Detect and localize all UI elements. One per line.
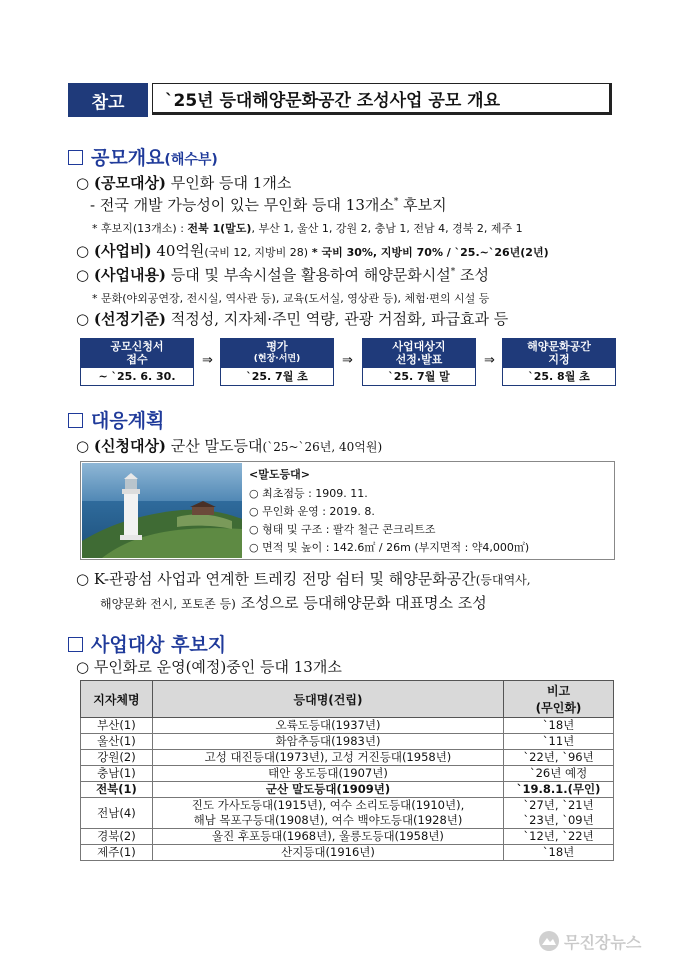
cell-note: `18년 — [504, 718, 614, 734]
process-stage-selection — [362, 338, 476, 386]
col-header-note — [504, 681, 614, 718]
item-text: 등대 및 부속시설을 활용하여 해양문화시설 — [166, 266, 451, 284]
cell-lighthouse: 오륙도등대(1937년) — [152, 718, 503, 734]
lighthouse-photo — [82, 463, 242, 558]
item-text: 무인화 등대 1개소 — [166, 174, 292, 192]
square-bullet-icon — [68, 637, 83, 652]
table-row-highlight — [81, 782, 614, 798]
circle-bullet: ○ — [76, 266, 90, 284]
section-heading-plan — [68, 406, 164, 433]
stage-header — [220, 338, 334, 368]
note-prefix: * 후보지(13개소) : — [92, 222, 188, 235]
item-text: 40억원 — [151, 242, 205, 260]
arrow-right-icon: ⇒ — [202, 353, 213, 368]
stage-title: 평가 — [266, 340, 288, 353]
cell-lighthouse-line: 해남 목포구등대(1908년), 여수 백야도등대(1928년) — [193, 813, 463, 827]
arrow-right-icon: ⇒ — [342, 353, 353, 368]
cell-note-line: `23년, `09년 — [523, 813, 594, 827]
item-label: (선정기준) — [93, 310, 167, 328]
cell-lighthouse: 산지등대(1916년) — [152, 845, 503, 861]
table-row — [81, 718, 614, 734]
process-stage-application — [80, 338, 194, 386]
cell-region: 전북(1) — [81, 782, 153, 798]
info-line-unmanned: ○ 무인화 운영 : 2019. 8. — [249, 505, 375, 518]
circle-bullet: ○ — [76, 437, 90, 455]
col-header-lighthouse: 등대명(건립) — [152, 681, 503, 718]
table-row — [81, 798, 614, 829]
item-target — [76, 172, 291, 193]
info-line-first-lit: ○ 최초점등 : 1909. 11. — [249, 487, 368, 500]
stage-date: ~ `25. 6. 30. — [80, 368, 194, 386]
info-line-structure: ○ 형태 및 구조 : 팔각 철근 콘크리트조 — [249, 523, 436, 536]
footnote-mark: * — [393, 197, 399, 207]
stage-sub: 접수 — [126, 353, 148, 366]
reference-tag: 참고 — [68, 83, 148, 117]
cell-region: 충남(1) — [81, 766, 153, 782]
stage-date: `25. 7월 말 — [362, 368, 476, 386]
cell-lighthouse: 화암추등대(1983년) — [152, 734, 503, 750]
item-paren: (국비 12, 지방비 28) — [204, 246, 309, 259]
stage-date: `25. 7월 초 — [220, 368, 334, 386]
cell-note: `26년 예정 — [504, 766, 614, 782]
plan-paren: 해양문화 전시, 포토존 등) — [100, 597, 236, 611]
item-budget — [76, 240, 549, 261]
section-heading-text: 대응계획 — [91, 410, 165, 432]
item-plan-line2 — [100, 592, 487, 613]
stage-date: `25. 8월 초 — [502, 368, 616, 386]
table-row — [81, 845, 614, 861]
item-label: (사업비) — [93, 242, 152, 260]
circle-bullet: ○ — [76, 658, 90, 676]
col-header-note-line1: 비고 — [546, 684, 571, 698]
square-bullet-icon — [68, 413, 83, 428]
item-paren: (`25~`26년, 40억원) — [262, 440, 383, 454]
cell-lighthouse: 울진 후포등대(1968년), 울릉도등대(1958년) — [152, 829, 503, 845]
section-heading-suffix: (해수부) — [164, 152, 218, 168]
candidate-table — [80, 680, 614, 861]
cell-region: 강원(2) — [81, 750, 153, 766]
process-stage-evaluation — [220, 338, 334, 386]
note-facilities: * 문화(야외공연장, 전시실, 역사관 등), 교육(도서실, 영상관 등), 체험·편의 시설 등 — [92, 292, 490, 305]
plan-text: 조성으로 등대해양문화 대표명소 조성 — [235, 594, 487, 612]
circle-bullet: ○ — [76, 310, 90, 328]
item-label: (사업내용) — [93, 266, 167, 284]
cell-lighthouse: 고성 대진등대(1973년), 고성 거진등대(1958년) — [152, 750, 503, 766]
note-bold: 전북 1(말도) — [187, 222, 252, 235]
cell-region: 제주(1) — [81, 845, 153, 861]
watermark-logo-icon — [538, 930, 560, 952]
cell-region: 전남(4) — [81, 798, 153, 829]
stage-title: 공모신청서 — [110, 340, 164, 353]
stage-title: 사업대상지 — [392, 340, 446, 353]
item-candidates-intro — [76, 656, 342, 677]
item-label: (공모대상) — [93, 174, 167, 192]
circle-bullet: ○ — [76, 174, 90, 192]
item-criteria — [76, 308, 508, 329]
cell-lighthouse: 군산 말도등대(1909년) — [152, 782, 503, 798]
cell-note: `11년 — [504, 734, 614, 750]
stage-title: 해양문화공간 — [527, 340, 591, 353]
cell-note: `18년 — [504, 845, 614, 861]
item-target-sub — [90, 194, 447, 215]
stage-sub: 지정 — [548, 353, 570, 366]
item-text: 군산 말도등대 — [166, 437, 263, 455]
col-header-region: 지자체명 — [81, 681, 153, 718]
stage-header — [502, 338, 616, 368]
note-candidates — [92, 220, 523, 236]
plan-paren: (등대역사, — [475, 573, 531, 587]
arrow-right-icon: ⇒ — [484, 353, 495, 368]
process-stage-designation — [502, 338, 616, 386]
item-label: (신청대상) — [93, 437, 167, 455]
footnote-mark: * — [450, 267, 456, 277]
section-heading-text: 사업대상 후보지 — [91, 634, 227, 656]
stage-sub: (현장·서면) — [253, 354, 301, 364]
item-apply-target — [76, 435, 382, 456]
section-heading-candidates — [68, 630, 226, 657]
info-title: <말도등대> — [249, 468, 310, 481]
item-sub-tail: 후보지 — [398, 196, 447, 214]
plan-text: K-관광섬 사업과 연계한 트레킹 전망 쉼터 및 해양문화공간 — [93, 570, 476, 588]
table-row — [81, 766, 614, 782]
col-header-note-line2: (무인화) — [535, 701, 582, 715]
section-heading-text: 공모개요 — [91, 147, 165, 169]
cell-note: `12년, `22년 — [504, 829, 614, 845]
intro-text: 무인화로 운영(예정)중인 등대 13개소 — [93, 658, 342, 676]
stage-header — [362, 338, 476, 368]
cell-region: 울산(1) — [81, 734, 153, 750]
stage-sub: 선정·발표 — [395, 353, 443, 366]
cell-note: `19.8.1.(무인) — [504, 782, 614, 798]
cell-note — [504, 798, 614, 829]
item-text: 적정성, 지자체·주민 역량, 관광 거점화, 파급효과 등 — [166, 310, 509, 328]
watermark-text: 무진장뉴스 — [564, 932, 642, 952]
page-title: `25년 등대해양문화공간 조성사업 공모 개요 — [152, 83, 612, 115]
cell-lighthouse — [152, 798, 503, 829]
cell-note-line: `27년, `21년 — [523, 798, 594, 812]
square-bullet-icon — [68, 150, 83, 165]
cell-region: 부산(1) — [81, 718, 153, 734]
stage-header — [80, 338, 194, 368]
item-sub-text: - 전국 개발 가능성이 있는 무인화 등대 13개소 — [90, 196, 394, 214]
item-plan-line1 — [76, 568, 531, 589]
table-row — [81, 734, 614, 750]
note-suffix: , 부산 1, 울산 1, 강원 2, 충남 1, 전남 4, 경북 2, 제주 1 — [251, 222, 523, 235]
cell-lighthouse-line: 진도 가사도등대(1915년), 여수 소리도등대(1910년), — [191, 798, 465, 812]
budget-note: * 국비 30%, 지방비 70% / `25.~`26년(2년) — [308, 246, 549, 259]
table-row — [81, 750, 614, 766]
info-line-area: ○ 면적 및 높이 : 142.6㎡ / 26m (부지면적 : 약4,000㎡) — [249, 541, 530, 554]
item-tail: 조성 — [455, 266, 489, 284]
table-row — [81, 829, 614, 845]
cell-note: `22년, `96년 — [504, 750, 614, 766]
cell-region: 경북(2) — [81, 829, 153, 845]
section-heading-overview — [68, 143, 218, 170]
cell-lighthouse: 태안 옹도등대(1907년) — [152, 766, 503, 782]
table-header-row — [81, 681, 614, 718]
circle-bullet: ○ — [76, 242, 90, 260]
watermark — [538, 926, 674, 956]
circle-bullet: ○ — [76, 570, 90, 588]
item-content — [76, 264, 489, 285]
